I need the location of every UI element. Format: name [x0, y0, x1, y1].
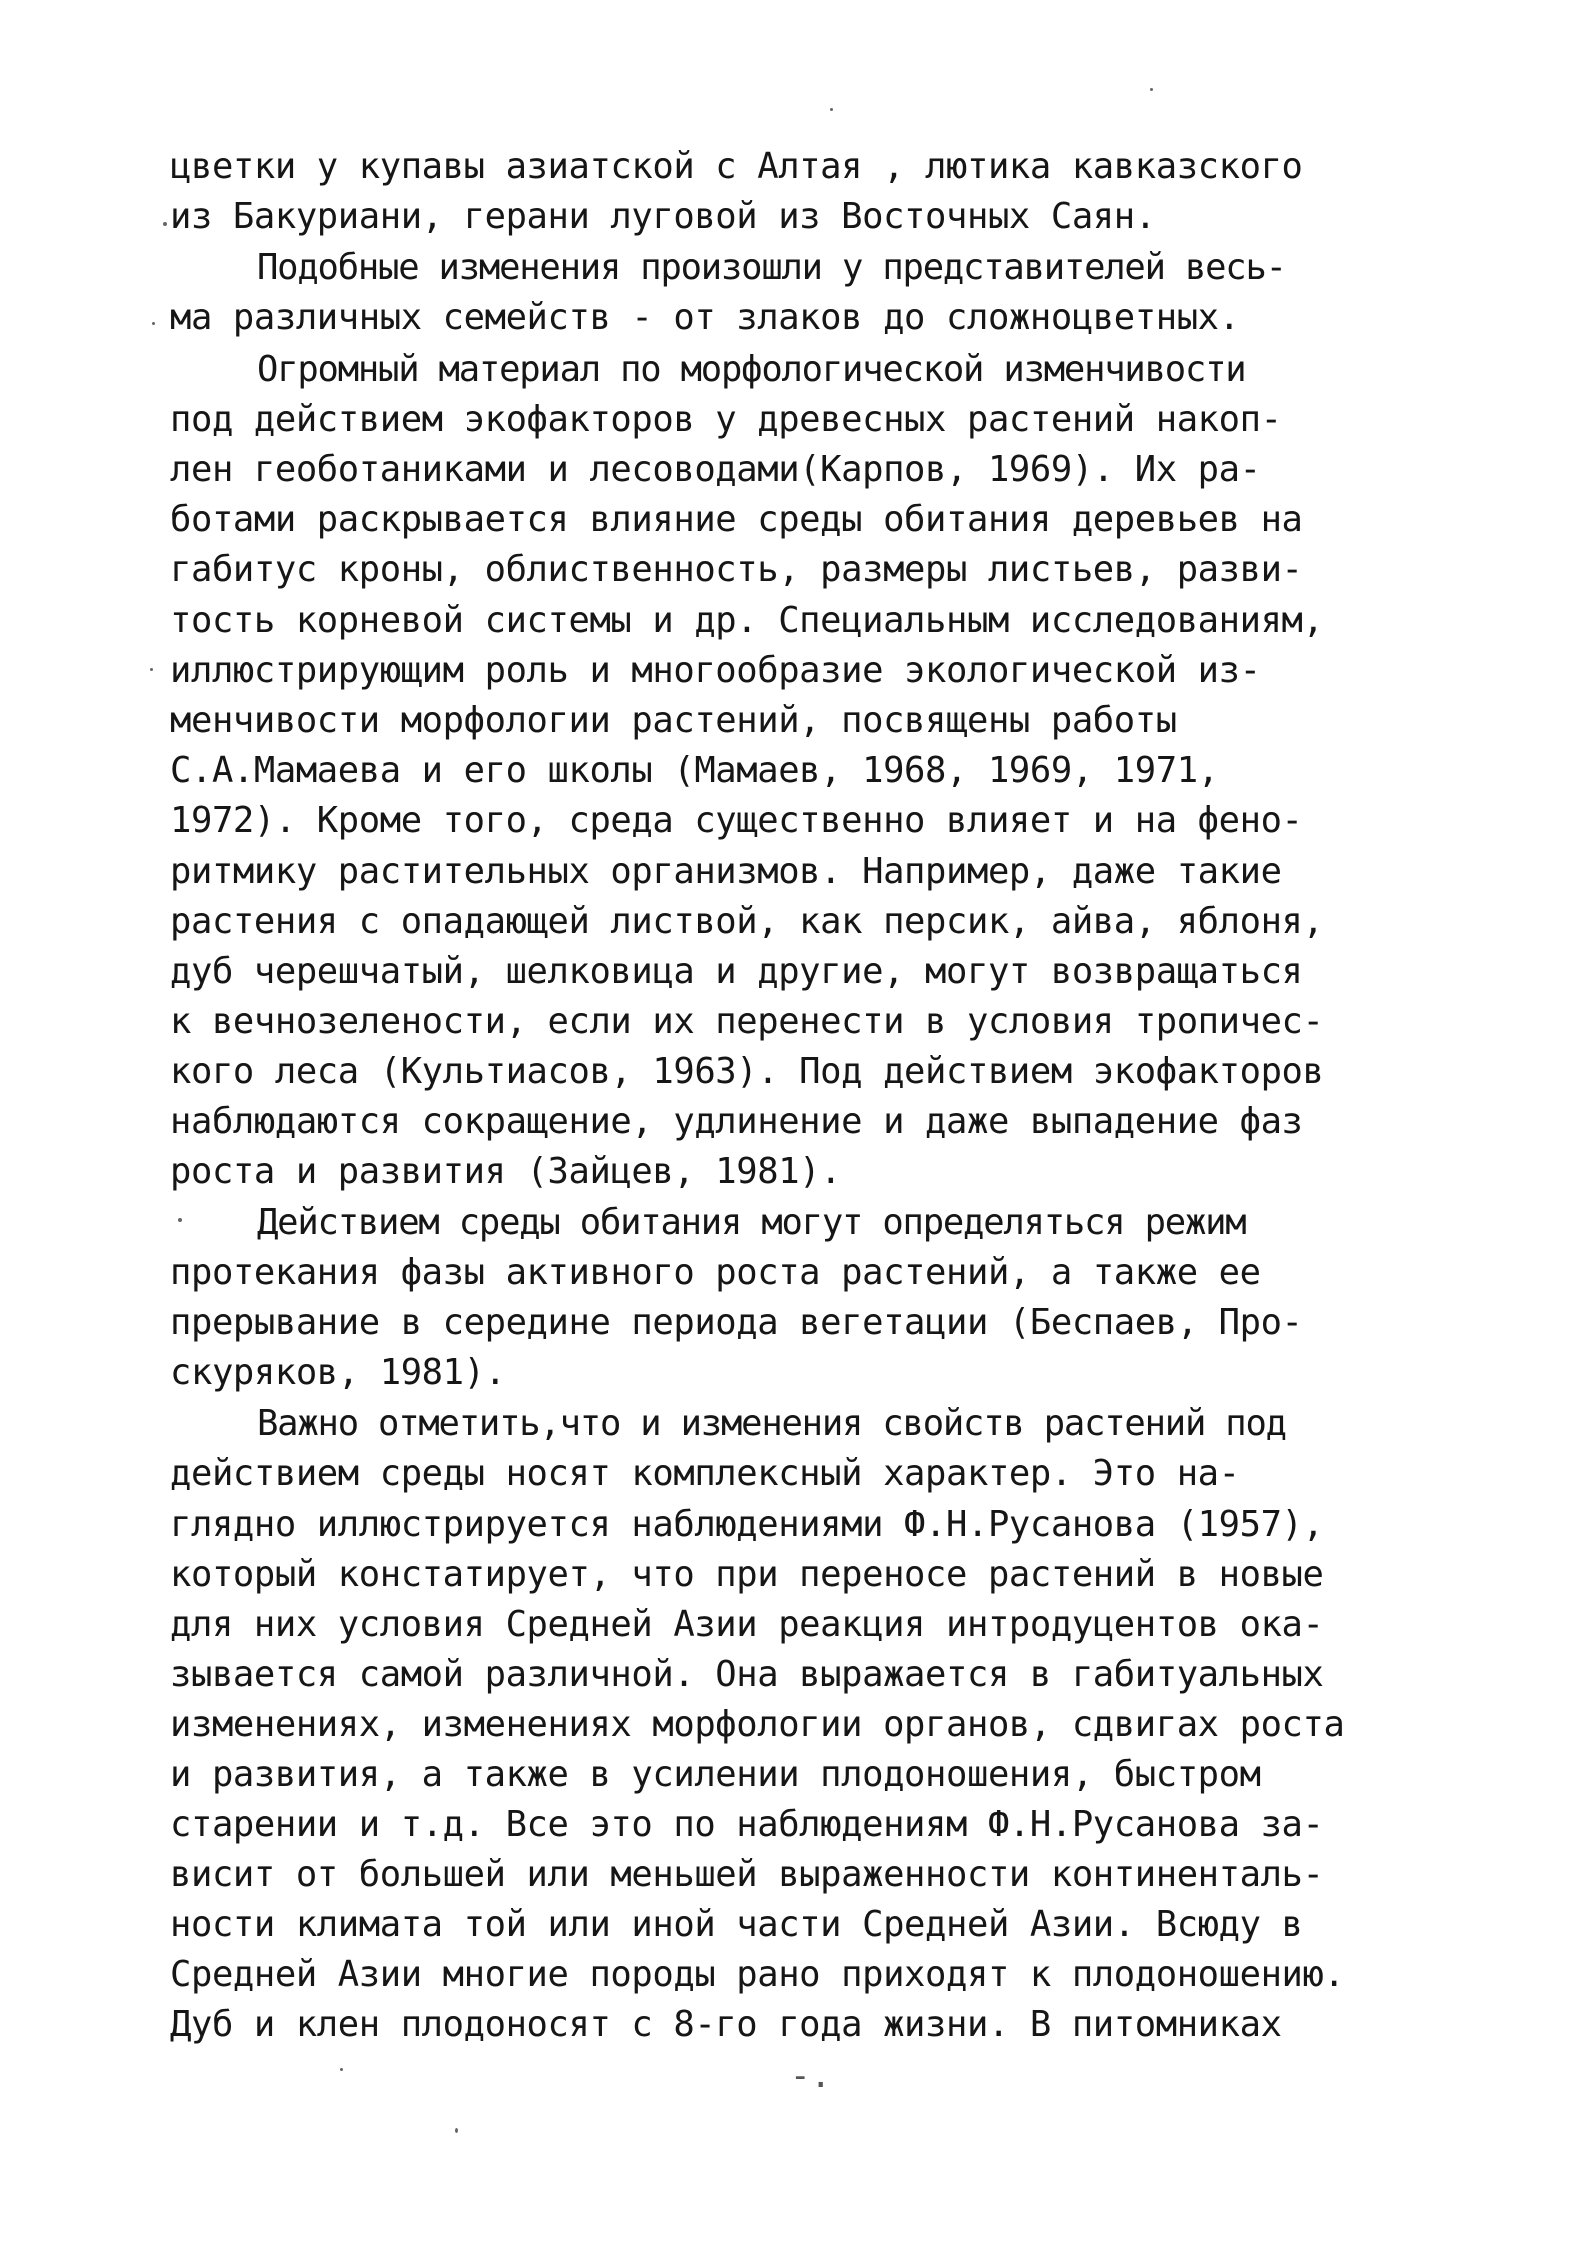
text-line: из Бакуриани, герани луговой из Восточных Саян.: [170, 196, 1156, 237]
text-line: Огромный материал по морфологической изменчивости: [257, 349, 1246, 390]
text-line: С.А.Мамаева и его школы (Мамаев, 1968, 1969, 1971,: [170, 750, 1219, 791]
text-line: Дуб и клен плодоносят с 8-го года жизни. В питомниках: [170, 2004, 1282, 2045]
text-line: висит от большей или меньшей выраженности континенталь-: [170, 1854, 1324, 1895]
text-line: ритмику растительных организмов. Например, даже такие: [170, 851, 1282, 892]
scan-speck: [152, 322, 155, 325]
text-line: изменениях, изменениях морфологии органов, сдвигах роста: [170, 1704, 1345, 1745]
text-line: ботами раскрывается влияние среды обитания деревьев на: [170, 499, 1303, 540]
text-line: протекания фазы активного роста растений, а также ее: [170, 1252, 1261, 1293]
scan-speck: [178, 1218, 182, 1222]
page-number: -.: [790, 2056, 831, 2096]
text-line: Действием среды обитания могут определяться режим: [257, 1202, 1246, 1243]
text-line: Подобные изменения произошли у представителей весь-: [257, 247, 1286, 288]
text-line: прерывание в середине периода вегетации (Беспаев, Про-: [170, 1302, 1303, 1343]
text-line: иллюстрирующим роль и многообразие экологической из-: [170, 650, 1261, 691]
text-line: ности климата той или иной части Средней Азии. Всюду в: [170, 1904, 1303, 1945]
text-line: действием среды носят комплексный характер. Это на-: [170, 1453, 1240, 1494]
text-line: менчивости морфологии растений, посвящены работы: [170, 700, 1177, 741]
scan-speck: [340, 2068, 343, 2071]
text-line: ма различных семейств - от злаков до сложноцветных.: [170, 297, 1240, 338]
text-line: габитус кроны, облиственность, размеры листьев, разви-: [170, 549, 1303, 590]
scan-speck: [163, 222, 167, 226]
text-line: Средней Азии многие породы рано приходят к плодоношению.: [170, 1954, 1345, 1995]
scan-speck: [455, 2128, 458, 2133]
scan-speck: [1150, 88, 1153, 91]
text-line: кого леса (Культиасов, 1963). Под действием экофакторов: [170, 1051, 1324, 1092]
text-line: скуряков, 1981).: [170, 1352, 506, 1393]
text-line: для них условия Средней Азии реакция интродуцентов ока-: [170, 1604, 1324, 1645]
text-line: который констатирует, что при переносе растений в новые: [170, 1554, 1324, 1595]
text-line: роста и развития (Зайцев, 1981).: [170, 1151, 842, 1192]
scan-speck: [150, 668, 153, 671]
text-line: дуб черешчатый, шелковица и другие, могут возвращаться: [170, 951, 1303, 992]
scan-speck: [830, 108, 833, 111]
text-line: наблюдаются сокращение, удлинение и даже выпадение фаз: [170, 1101, 1303, 1142]
text-line: цветки у купавы азиатской с Алтая , лютика кавказского: [170, 146, 1303, 187]
text-line: растения с опадающей листвой, как персик, айва, яблоня,: [170, 901, 1324, 942]
text-line: глядно иллюстрируется наблюдениями Ф.Н.Русанова (1957),: [170, 1504, 1324, 1545]
text-line: и развития, а также в усилении плодоношения, быстром: [170, 1754, 1261, 1795]
text-line: тость корневой системы и др. Специальным исследованиям,: [170, 600, 1324, 641]
text-line: к вечнозелености, если их перенести в условия тропичес-: [170, 1001, 1324, 1042]
text-line: Важно отметить,что и изменения свойств растений под: [257, 1403, 1286, 1444]
text-line: старении и т.д. Все это по наблюдениям Ф.Н.Русанова за-: [170, 1804, 1324, 1845]
text-line: под действием экофакторов у древесных растений накоп-: [170, 399, 1282, 440]
text-line: 1972). Кроме того, среда существенно влияет и на фено-: [170, 800, 1303, 841]
text-line: зывается самой различной. Она выражается в габитуальных: [170, 1654, 1324, 1695]
text-line: лен геоботаниками и лесоводами(Карпов, 1969). Их ра-: [170, 449, 1261, 490]
